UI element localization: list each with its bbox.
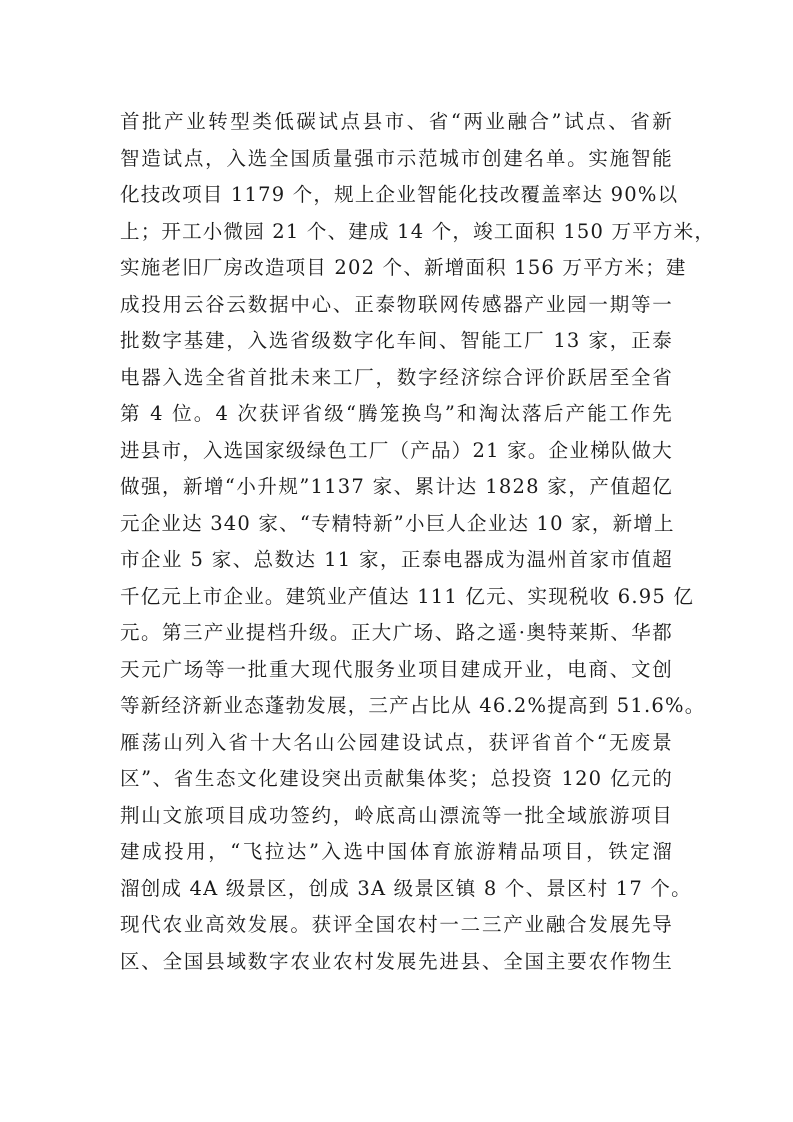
text-line: 智造试点，入选全国质量强市示范城市创建名单。实施智能 (120, 146, 673, 170)
text-line: 实施老旧厂房改造项目 202 个、新增面积 156 万平方米；建 (120, 256, 687, 279)
text-line: 上；开工小微园 21 个、建成 14 个，竣工面积 150 万平方米， (120, 219, 716, 243)
body-paragraph (120, 104, 716, 980)
text-line: 建成投用，“飞拉达”入选中国体育旅游精品项目，铁定溜 (120, 840, 673, 863)
text-line: 雁荡山列入省十大名山公园建设试点，获评省首个“无废景 (120, 730, 673, 754)
text-line: 成投用云谷云数据中心、正泰物联网传感器产业园一期等一 (120, 292, 673, 316)
text-line: 首批产业转型类低碳试点县市、省“两业融合”试点、省新 (120, 110, 673, 133)
text-line: 化技改项目 1179 个，规上企业智能化技改覆盖率达 90%以 (120, 183, 679, 206)
text-line: 做强，新增“小升规”1137 家、累计达 1828 家，产值超亿 (120, 475, 673, 498)
text-line: 等新经济新业态蓬勃发展，三产占比从 46.2%提高到 51.6%。 (120, 694, 706, 717)
text-line: 现代农业高效发展。获评全国农村一二三产业融合发展先导 (120, 913, 673, 936)
text-line: 荆山文旅项目成功签约，岭底高山漂流等一批全域旅游项目 (120, 803, 673, 827)
text-line: 天元广场等一批重大现代服务业项目建成开业，电商、文创 (120, 657, 673, 681)
text-line: 区、全国县域数字农业农村发展先进县、全国主要农作物生 (120, 949, 673, 973)
text-line: 溜创成 4A 级景区，创成 3A 级景区镇 8 个、景区村 17 个。 (120, 876, 692, 900)
text-line: 元企业达 340 家、“专精特新”小巨人企业达 10 家，新增上 (120, 511, 675, 535)
text-line: 电器入选全省首批未来工厂，数字经济综合评价跃居至全省 (120, 365, 673, 389)
text-line: 元。第三产业提档升级。正大广场、路之遥·奥特莱斯、华都 (120, 621, 673, 644)
text-line: 进县市，入选国家级绿色工厂（产品）21 家。企业梯队做大 (120, 438, 673, 462)
text-line: 区”、省生态文化建设突出贡献集体奖；总投资 120 亿元的 (120, 767, 673, 790)
text-line: 第 4 位。4 次获评省级“腾笼换鸟”和淘汰落后产能工作先 (120, 402, 673, 425)
text-line: 千亿元上市企业。建筑业产值达 111 亿元、实现税收 6.95 亿 (120, 584, 695, 608)
text-line: 市企业 5 家、总数达 11 家，正泰电器成为温州首家市值超 (120, 548, 673, 571)
text-line: 批数字基建，入选省级数字化车间、智能工厂 13 家，正泰 (120, 329, 673, 352)
